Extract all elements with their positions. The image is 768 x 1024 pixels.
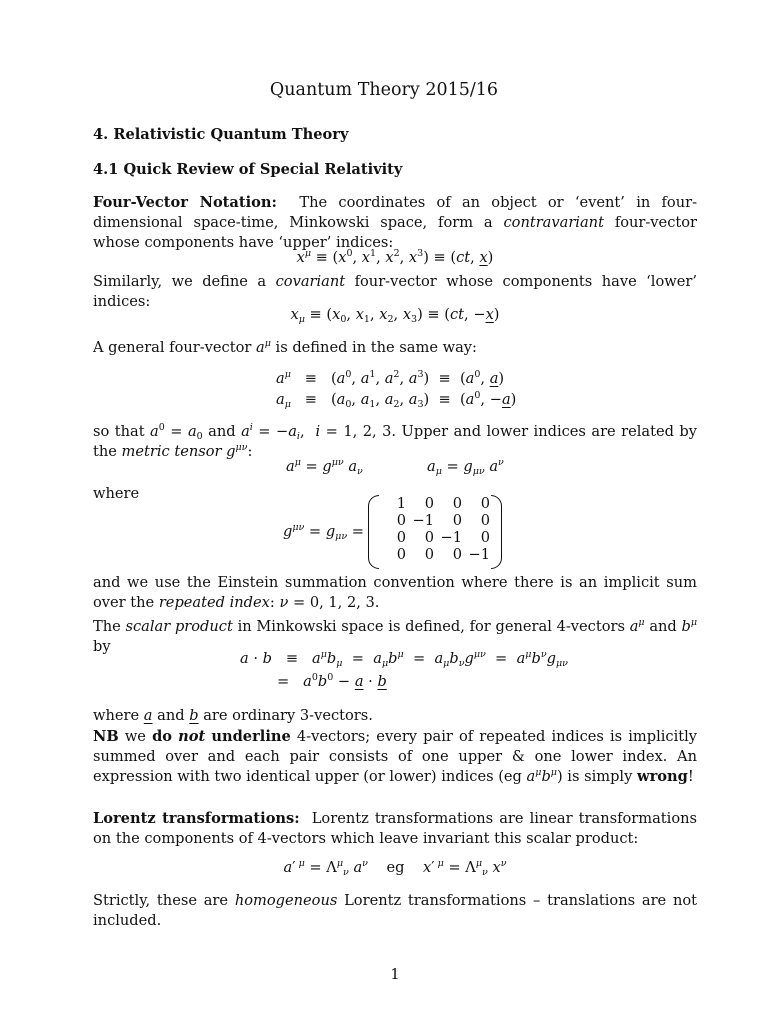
strictly-text-b: Lorentz transformations – translations are not included. bbox=[93, 892, 698, 929]
general-text-a: A general four-vector bbox=[93, 339, 252, 356]
sothat-text-a: so that bbox=[93, 423, 145, 440]
equation-raise-lower: $a^\mu = g^{\mu\nu}$ $a_\nu$ bbox=[286, 457, 363, 477]
fourvector-text-a: The coordinates of an object or ‘event’ in four-dimensional space-time, Minkowski space, form a bbox=[93, 194, 698, 231]
matrix-cell: 0 bbox=[480, 529, 490, 546]
scalar-text-b: in Minkowski space is defined, for general 4-vectors bbox=[237, 618, 625, 635]
matrix-cell: 0 bbox=[480, 512, 490, 529]
nb-label: NB bbox=[93, 728, 119, 745]
matrix-cell: 0 bbox=[396, 512, 406, 529]
fourvector-emph: contravariant bbox=[503, 214, 604, 231]
matrix-cell: 0 bbox=[452, 495, 462, 512]
equation-contravariant: $x^\mu \equiv (x^0$, $x^1$, $x^2$, $x^3) \equiv (ct$, x) bbox=[296, 248, 494, 266]
ordinary-text: are ordinary 3-vectors. bbox=[203, 707, 373, 724]
similarly-text-b: four-vector whose components have ‘lower’ indices: bbox=[93, 273, 698, 310]
similarly-text-a: Similarly, we define a bbox=[93, 273, 267, 290]
matrix-cell: −1 bbox=[412, 512, 434, 529]
strictly-text-a: Strictly, these are bbox=[93, 892, 229, 909]
equation-general-lower: $a_\mu \equiv (a_0$, $a_1$, $a_2$, $a_3) \equiv (a^0$, −a) bbox=[276, 390, 517, 410]
scalar-text-a: The bbox=[93, 618, 121, 635]
strictly-emph: homogeneous bbox=[234, 892, 338, 909]
subsection-heading: 4.1 Quick Review of Special Relativity bbox=[93, 161, 403, 178]
nb-underline: underline bbox=[211, 728, 291, 745]
equation-lower-raise: $a_\mu = g_{\mu\nu}$ $a^\nu$ bbox=[427, 457, 504, 477]
sothat-text-b: Upper and lower indices are related by the bbox=[93, 423, 698, 460]
metric-lhs: $g^{\mu\nu} = g_{\mu\nu}$ = bbox=[283, 522, 364, 542]
matrix-cell: −1 bbox=[468, 546, 490, 563]
nb-simply: ) is simply bbox=[556, 768, 633, 785]
equation-lorentz: a′ $^\mu = \Lambda^\mu_\nu$ $a^\nu$ eg x′ $^\mu = \Lambda^\mu_\nu$ $x^\nu$ bbox=[283, 858, 507, 878]
matrix-cell: −1 bbox=[440, 529, 462, 546]
page-title: Quantum Theory 2015/16 bbox=[269, 80, 499, 100]
matrix-cell: 0 bbox=[396, 546, 406, 563]
equation-covariant: $x_\mu \equiv (x_0$, $x_1$, $x_2$, $x_3) \equiv (ct$, −x) bbox=[290, 306, 500, 325]
general-paragraph: A general four-vector $a^\mu$ is defined in the same way: bbox=[93, 338, 477, 356]
matrix-cell: 0 bbox=[452, 512, 462, 529]
where-label: where bbox=[93, 485, 140, 502]
einstein-emph: repeated index bbox=[158, 594, 270, 611]
matrix-cell: 0 bbox=[452, 546, 462, 563]
equation-general-upper: $a^\mu \equiv (a^0$, $a^1$, $a^2$, $a^3) \equiv (a^0$, a) bbox=[276, 369, 505, 387]
right-paren bbox=[491, 495, 502, 569]
nb-not: not bbox=[178, 728, 206, 745]
einstein-paragraph: and we use the Einstein summation convention where there is an implicit sum over the repeated index: ν = 0, 1, 2, 3. bbox=[93, 574, 697, 611]
matrix-cell: 0 bbox=[396, 529, 406, 546]
nb-paragraph: NB we do not underline 4-vectors; every pair of repeated indices is implicitly summed over and each pair consists of one upper & one lower index. An expression with two identical upper (or lower) indices (eg $a^\mu b^\mu$) is simply wrong! bbox=[93, 728, 698, 785]
general-text-b: is defined in the same way: bbox=[275, 339, 477, 356]
nb-we: we bbox=[124, 728, 146, 745]
nb-wrong: wrong bbox=[637, 768, 688, 785]
matrix-cell: 0 bbox=[424, 546, 434, 563]
scalar-emph: scalar product bbox=[125, 618, 233, 635]
scalar-paragraph: The scalar product in Minkowski space is defined, for general 4-vectors $a^\mu$ and $b^\mu$ by bbox=[93, 617, 698, 655]
section-heading: 4. Relativistic Quantum Theory bbox=[93, 126, 349, 143]
einstein-text-a: and we use the Einstein summation convention where there is an implicit sum over the bbox=[93, 574, 697, 611]
equation-scalar-2: = $a^0b^0 - a \cdot b$ bbox=[277, 672, 387, 690]
lorentz-paragraph bbox=[93, 809, 697, 849]
fourvector-text-b: four-vector whose components have ‘upper’ indices: bbox=[93, 214, 697, 251]
metric-table bbox=[378, 495, 490, 563]
sothat-emph: metric tensor bbox=[121, 443, 222, 460]
matrix-cell: 0 bbox=[424, 495, 434, 512]
lorentz-text: Lorentz transformations are linear transformations on the components of 4-vectors which leave invariant this scalar product: bbox=[93, 810, 697, 847]
fourvector-paragraph bbox=[93, 193, 697, 253]
matrix-cell: 0 bbox=[424, 529, 434, 546]
sothat-paragraph: so that $a^0 = a_0$ and $a^i = -a_i$, i = 1, 2, 3. Upper and lower indices are related by the metric tensor $g^{\mu\nu}$: bbox=[93, 422, 698, 460]
equation-scalar-1: $a \cdot b \equiv a^\mu b_\mu = a_\mu b^\mu = a_\mu b_\nu g^{\mu\nu} = a^\mu b^\nu g_{\mu\nu}$ bbox=[240, 649, 568, 669]
metric-matrix bbox=[368, 495, 502, 569]
similarly-emph: covariant bbox=[275, 273, 346, 290]
strictly-paragraph bbox=[93, 891, 697, 931]
fourvector-label: Four-Vector Notation: bbox=[93, 194, 277, 211]
nb-rest: 4-vectors; every pair of repeated indices is implicitly summed over and each pair consists of one upper & one lower index. An expression with two identical upper (or lower) indices (eg bbox=[93, 728, 698, 785]
matrix-cell: 0 bbox=[480, 495, 490, 512]
ordinary-paragraph: where a and b are ordinary 3-vectors. bbox=[93, 707, 373, 724]
lorentz-label: Lorentz transformations: bbox=[93, 810, 300, 827]
nb-do: do bbox=[152, 728, 173, 745]
matrix-cell: 1 bbox=[396, 495, 406, 512]
nb-excl: ! bbox=[687, 768, 694, 785]
page-number: 1 bbox=[390, 966, 400, 983]
